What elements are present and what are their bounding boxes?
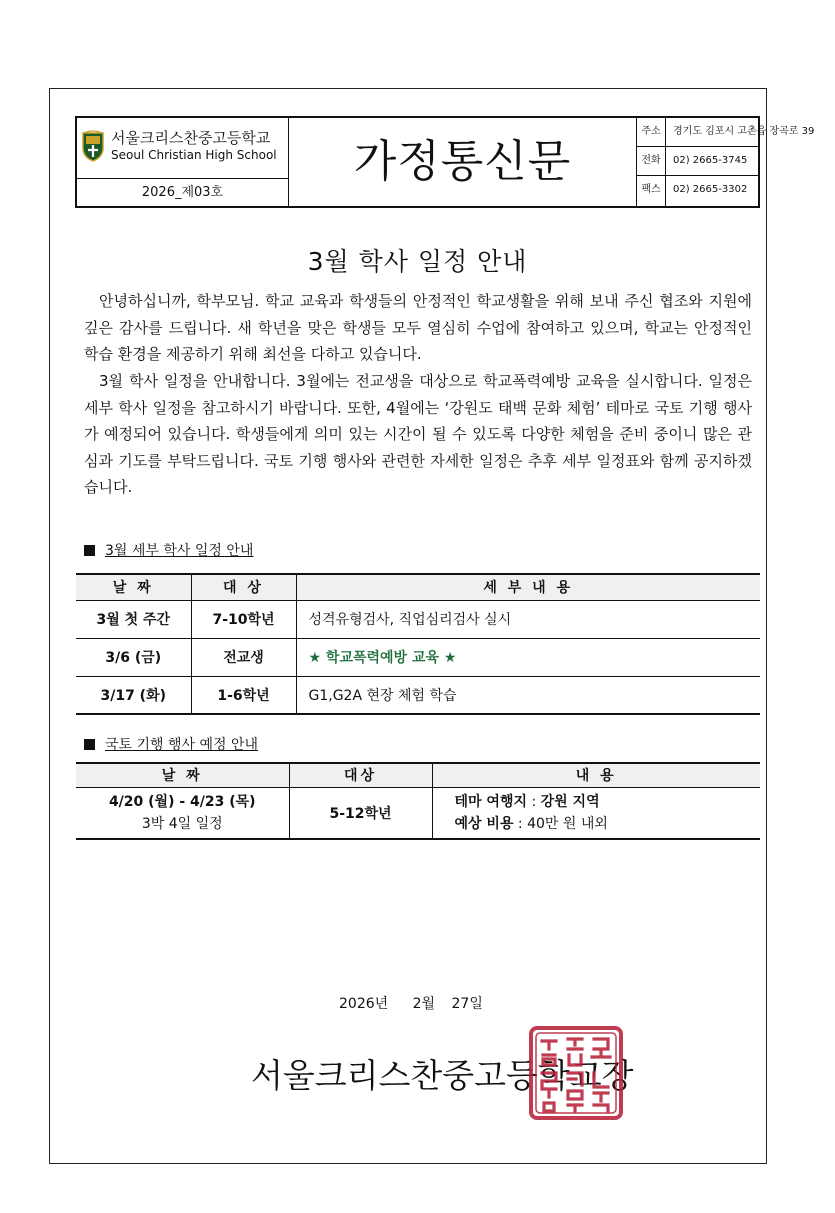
table-row	[76, 638, 760, 676]
issue-number: 2026_제03호	[77, 179, 289, 206]
trip-table	[76, 762, 760, 840]
row-date: 3월 첫 주간	[76, 600, 191, 638]
row-target: 1-6학년	[191, 676, 296, 714]
table-row	[76, 600, 760, 638]
row-detail: G1,G2A 현장 체험 학습	[308, 687, 457, 704]
column-header-date: 날 짜	[76, 763, 289, 787]
trip-content-cell	[432, 787, 760, 839]
issue-date	[339, 993, 489, 1013]
paragraph-schedule	[84, 368, 752, 501]
column-header-content: 내 용	[432, 763, 760, 787]
fax-value: 02) 2665-3302	[673, 184, 748, 195]
issue-month: 2월	[412, 996, 436, 1012]
document-title: 가정통신문	[289, 118, 637, 206]
column-header-date: 날 짜	[76, 574, 191, 600]
table-header-row	[76, 763, 760, 787]
paragraph-greeting-text: 안녕하십니까, 학부모님. 학교 교육과 학생들의 안정적인 학교생활을 위해 보내 주신 협조와 지원에 깊은 감사를 드립니다. 새 학년을 맞은 학생들 모두 열심히 수업에 참여하고 있으며, 학교는 안정적인 학습 환경을 제공하기 위해 최선을 다하고 있습니다.	[84, 292, 752, 363]
table-header-row	[76, 574, 760, 600]
row-date: 3/6 (금)	[76, 638, 191, 676]
row-date: 3/17 (화)	[76, 676, 191, 714]
row-target: 7-10학년	[191, 600, 296, 638]
row-detail-highlight: ★ 학교폭력예방 교육 ★	[296, 638, 760, 676]
paragraph-schedule-text: 3월 학사 일정을 안내합니다. 3월에는 전교생을 대상으로 학교폭력예방 교육을 실시합니다. 일정은 세부 학사 일정을 참고하시기 바랍니다. 또한, 4월에는 ‘강원도 태백 문화 체험’ 테마로 국토 기행 행사가 예정되어 있습니다. 학생들에게 의미 있는 시간이 될 수 있도록 다양한 체험을 준비 중이니 많은 관심과 기도를 부탁드립니다. 국토 기행 행사와 관련한 자세한 일정은 추후 세부 일정표와 함께 공지하겠습니다.	[84, 372, 752, 496]
trip-theme-value: 강원 지역	[540, 793, 600, 810]
table-row	[76, 787, 760, 839]
table-row	[76, 676, 760, 714]
trip-theme-line: 테마 여행지 : 강원 지역	[454, 793, 600, 810]
bullet-square-icon	[84, 739, 95, 750]
principal-signature: 서울크리스찬중고등학교장	[251, 1056, 634, 1095]
issue-year: 2026년	[339, 996, 389, 1012]
row-detail: 성격유형검사, 직업심리검사 실시	[296, 600, 760, 638]
school-name-ko: 서울크리스찬중고등학교	[111, 129, 271, 147]
section1-heading	[84, 540, 253, 560]
phone-label: 전화	[637, 147, 666, 175]
trip-target: 5-12학년	[289, 787, 432, 839]
bullet-square-icon	[84, 545, 95, 556]
phone-row	[637, 147, 758, 176]
address-label: 주소	[637, 118, 666, 146]
column-header-target: 대상	[289, 763, 432, 787]
column-header-target: 대 상	[191, 574, 296, 600]
section2-heading	[84, 734, 258, 754]
trip-date-cell	[76, 787, 289, 839]
school-name-en: Seoul Christian High School	[111, 148, 277, 162]
schedule-table	[76, 573, 760, 715]
trip-cost-line: 예상 비용 : 40만 원 내외	[454, 815, 608, 832]
address-value: 경기도 김포시 고촌읍 장곡로 39	[673, 126, 815, 137]
section2-heading-text: 국토 기행 행사 예정 안내	[105, 737, 259, 753]
trip-theme-label: 테마 여행지	[454, 793, 527, 810]
school-crest-icon	[81, 130, 105, 162]
trip-cost-label: 예상 비용	[454, 815, 514, 832]
issue-day: 27일	[451, 996, 483, 1012]
school-cell	[77, 118, 289, 179]
paragraph-greeting	[84, 288, 752, 368]
official-seal-stamp	[528, 1025, 624, 1121]
section1-heading-text: 3월 세부 학사 일정 안내	[105, 543, 254, 559]
column-header-detail: 세 부 내 용	[296, 574, 760, 600]
phone-value: 02) 2665-3745	[673, 155, 748, 166]
fax-label: 팩스	[637, 176, 666, 206]
trip-duration: 3박 4일 일정	[141, 815, 223, 832]
page-title: 3월 학사 일정 안내	[307, 247, 528, 276]
row-target: 전교생	[191, 638, 296, 676]
address-row	[637, 118, 815, 147]
letterhead	[75, 116, 815, 208]
trip-cost-value: 40만 원 내외	[527, 815, 608, 832]
trip-date-range: 4/20 (월) - 4/23 (목)	[108, 793, 256, 810]
fax-row	[637, 176, 758, 206]
